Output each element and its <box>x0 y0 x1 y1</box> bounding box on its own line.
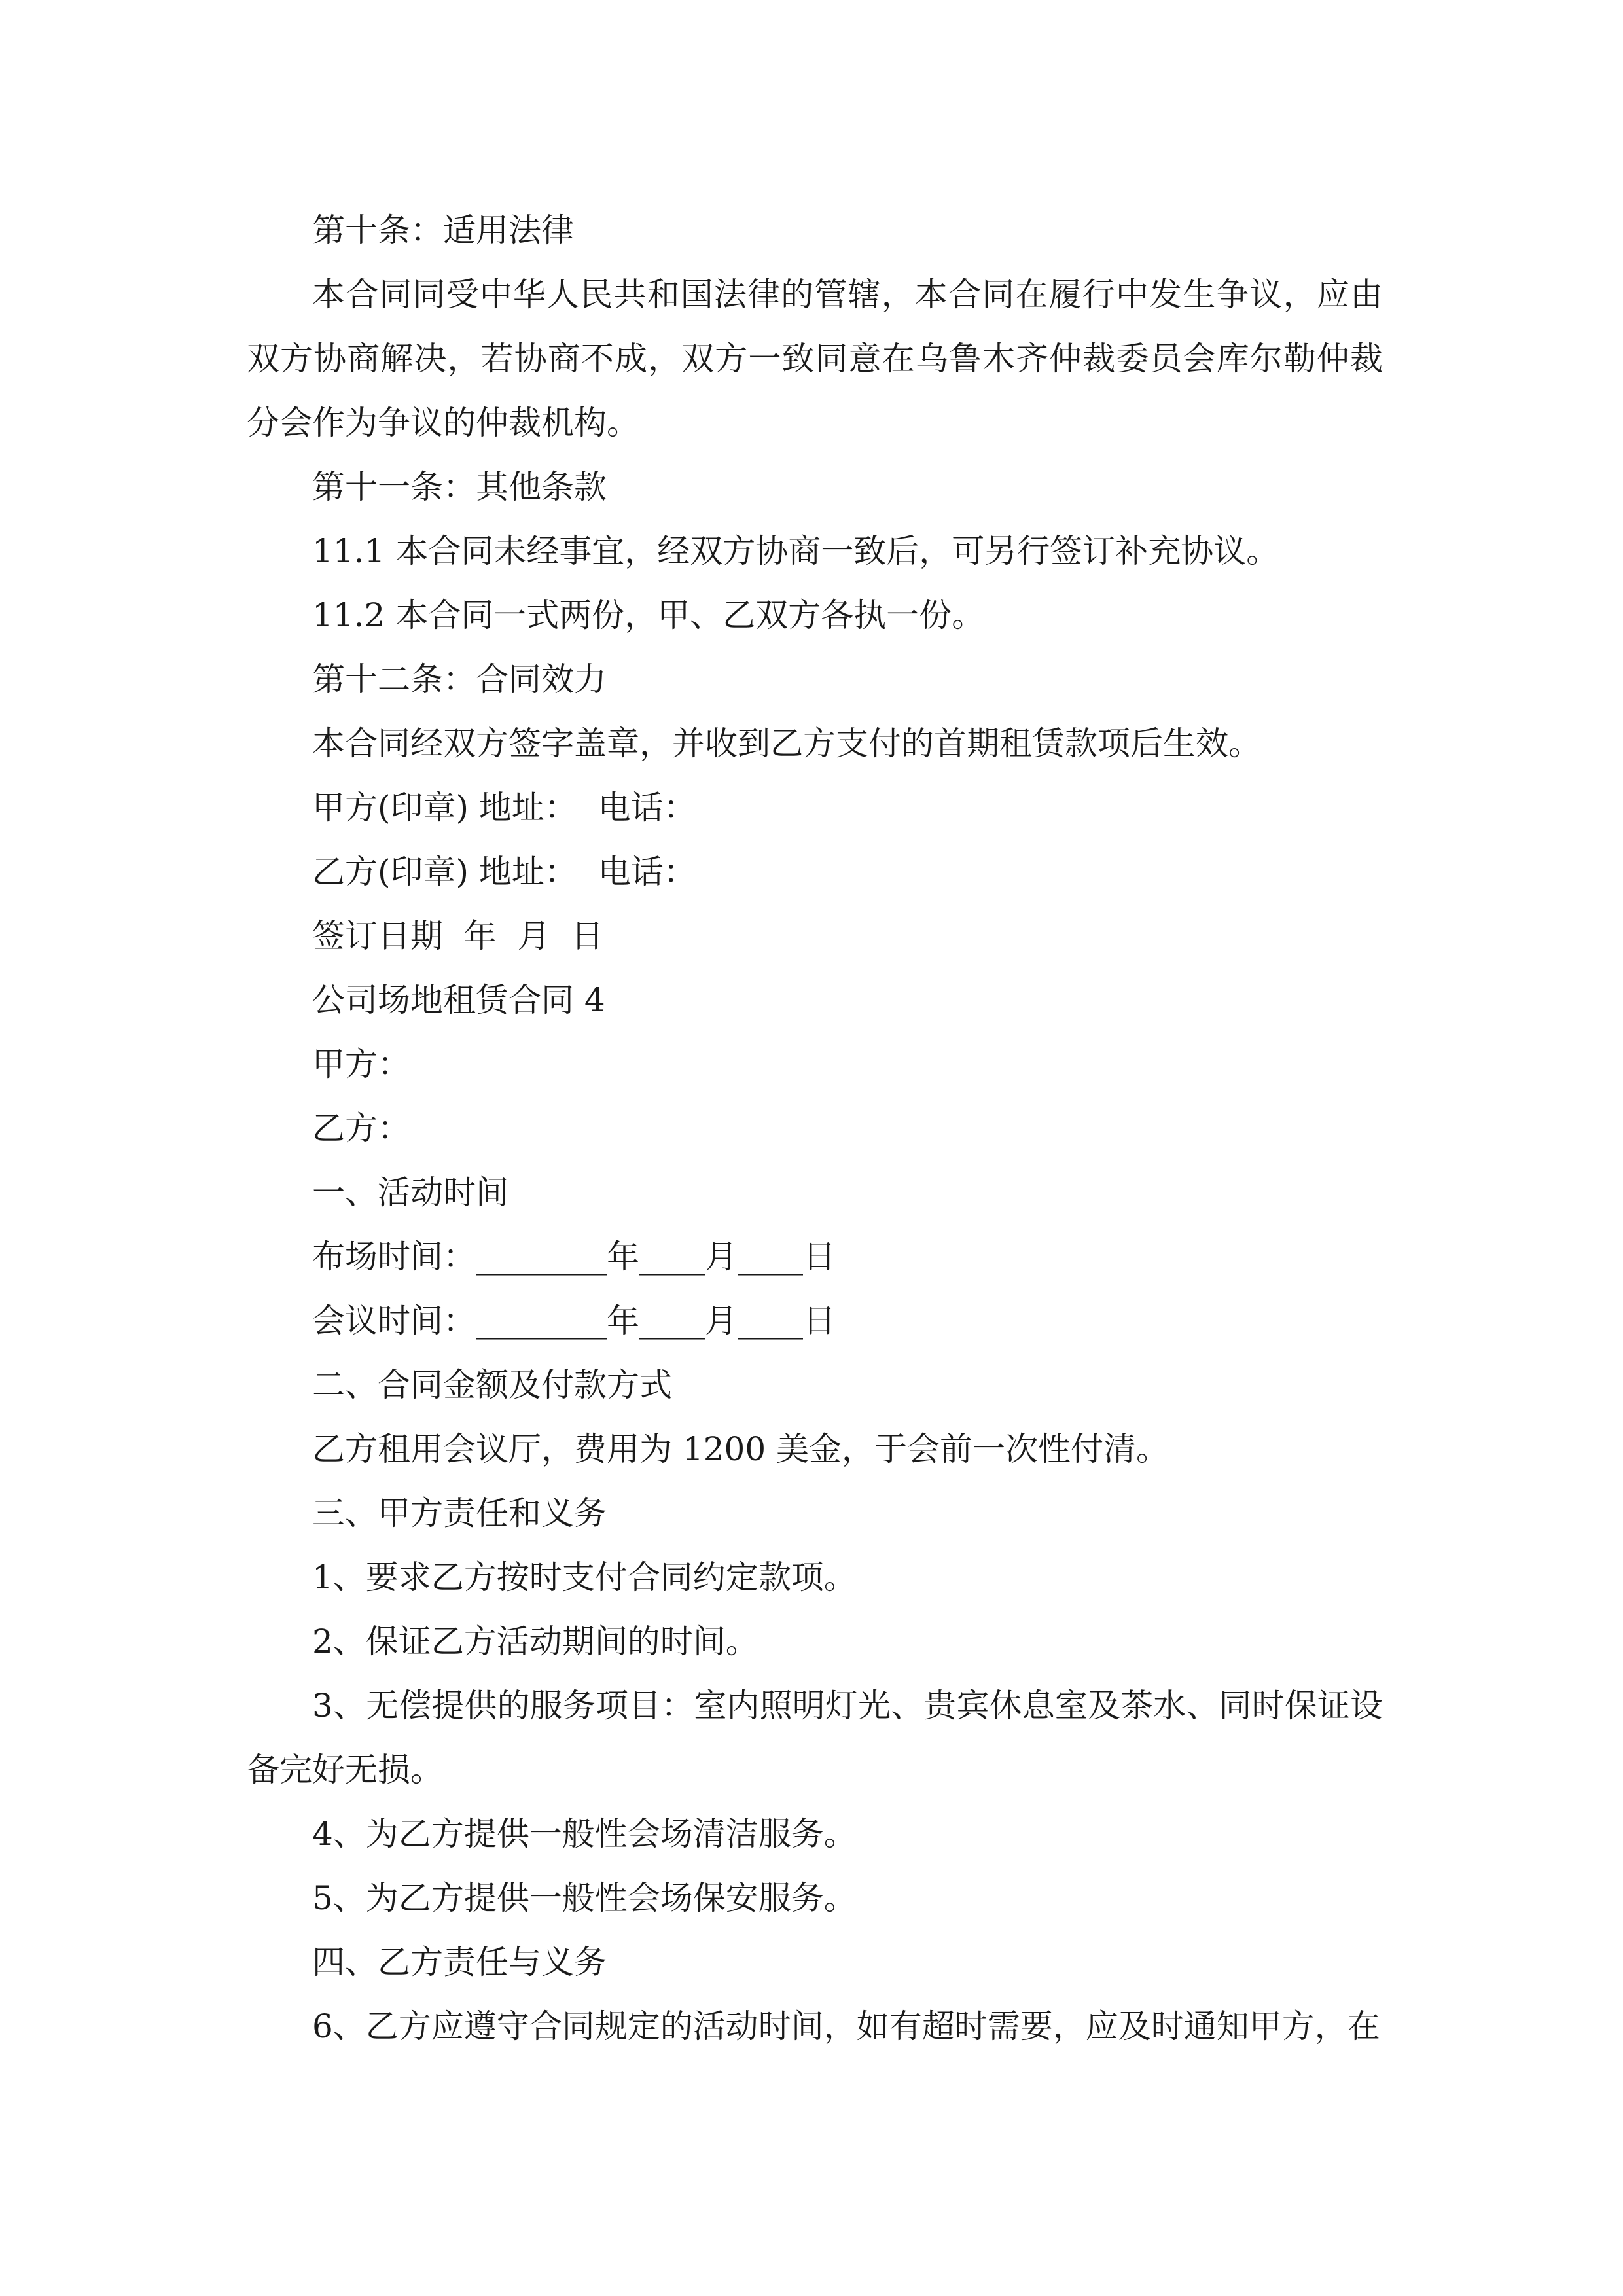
heading-amount-payment: 二、合同金额及付款方式 <box>312 1366 672 1404</box>
heading-article-12: 第十二条：合同效力 <box>312 660 607 698</box>
party-b-signature-line: 乙方(印章) 地址： 电话： <box>312 853 696 891</box>
contract-title-4: 公司场地租赁合同 4 <box>312 981 605 1019</box>
heading-activity-time: 一、活动时间 <box>312 1174 508 1211</box>
paragraph-fee: 乙方租用会议厅，费用为 1200 美金，于会前一次性付清。 <box>312 1430 1169 1468</box>
heading-article-11: 第十一条：其他条款 <box>312 468 607 506</box>
paragraph-effect: 本合同经双方签字盖章，并收到乙方支付的首期租赁款项后生效。 <box>312 725 1261 762</box>
meeting-time-line: 会议时间：________年____月____日 <box>312 1302 836 1340</box>
party-b-line: 乙方： <box>312 1109 410 1147</box>
duty-item-5: 5、为乙方提供一般性会场保安服务。 <box>312 1879 857 1917</box>
party-a-signature-line: 甲方(印章) 地址： 电话： <box>312 789 696 827</box>
clause-11-1: 11.1 本合同未经事宜，经双方协商一致后，可另行签订补充协议。 <box>312 532 1279 570</box>
duty-item-2: 2、保证乙方活动期间的时间。 <box>312 1623 758 1660</box>
heading-party-a-duties: 三、甲方责任和义务 <box>312 1494 607 1532</box>
duty-item-4: 4、为乙方提供一般性会场清洁服务。 <box>312 1815 857 1853</box>
signing-date-line: 签订日期 年 月 日 <box>312 917 604 955</box>
document-page <box>247 198 1383 2058</box>
paragraph-governing-law: 本合同同受中华人民共和国法律的管辖，本合同在履行中发生争议，应由双方协商解决，若协商不成，双方一致同意在乌鲁木齐仲裁委员会库尔勒仲裁分会作为争议的仲裁机构。 <box>247 276 1383 442</box>
heading-party-b-duties: 四、乙方责任与义务 <box>312 1943 607 1981</box>
clause-11-2: 11.2 本合同一式两份，甲、乙双方各执一份。 <box>312 596 985 634</box>
heading-article-10: 第十条：适用法律 <box>312 211 574 249</box>
duty-item-6: 6、乙方应遵守合同规定的活动时间，如有超时需要，应及时通知甲方，在 <box>312 2007 1380 2045</box>
duty-item-3: 3、无偿提供的服务项目：室内照明灯光、贵宾休息室及茶水、同时保证设备完好无损。 <box>247 1687 1383 1789</box>
duty-item-1: 1、要求乙方按时支付合同约定款项。 <box>312 1558 857 1596</box>
party-a-line: 甲方： <box>312 1045 410 1083</box>
setup-time-line: 布场时间：________年____月____日 <box>312 1238 836 1276</box>
